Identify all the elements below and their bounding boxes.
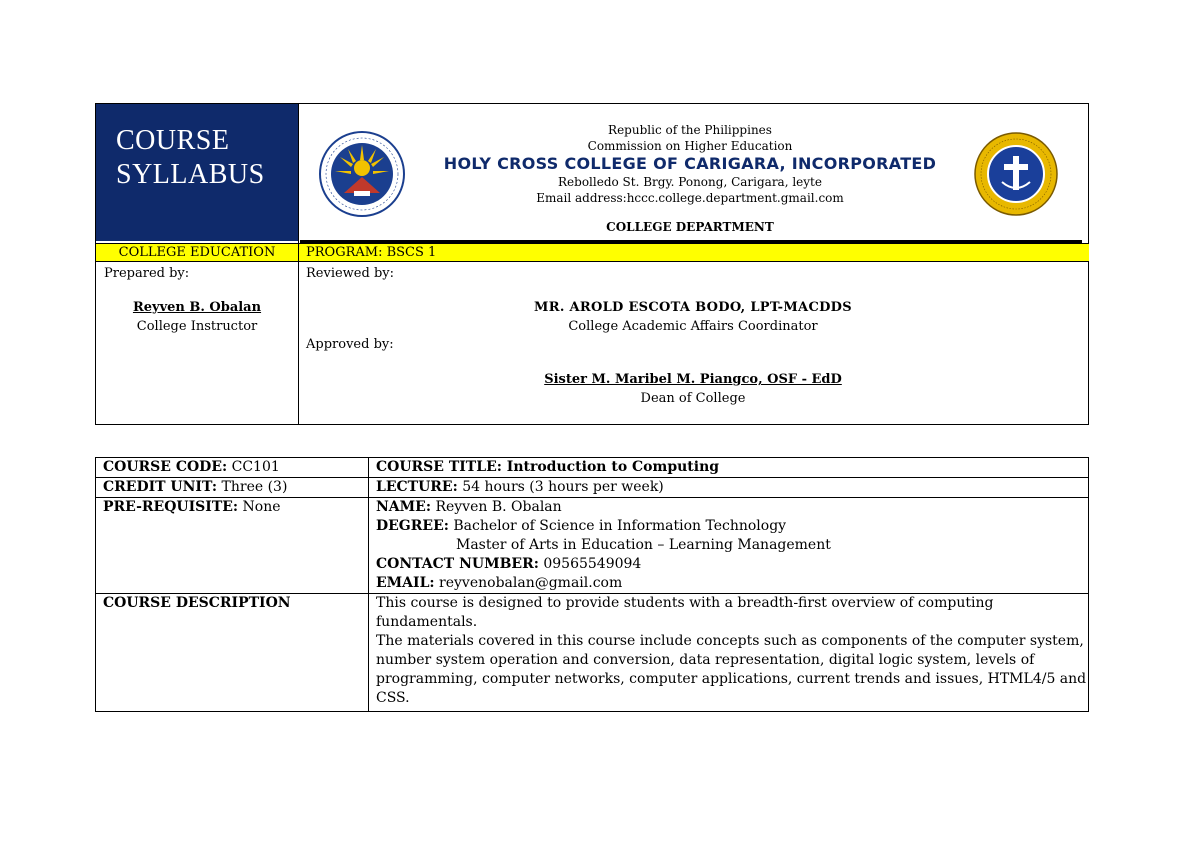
- name-value: Reyven B. Obalan: [431, 499, 562, 515]
- description-line: This course is designed to provide students with a breadth-first overview of computing fundamentals.: [376, 595, 994, 630]
- description-line: CSS.: [376, 690, 410, 706]
- school-name: HOLY CROSS COLLEGE OF CARIGARA, INCORPORATED: [443, 154, 937, 173]
- contact-value: 09565549094: [538, 556, 642, 572]
- contact-label: CONTACT NUMBER:: [376, 556, 539, 572]
- school-email: Email address:hccc.college.department.gmail.com: [536, 191, 844, 205]
- program-band: [96, 243, 1089, 262]
- description-line: The materials covered in this course include concepts such as components of the computer system,: [376, 633, 1084, 649]
- prerequisite-value: None: [238, 499, 281, 515]
- name-label: NAME:: [376, 499, 431, 515]
- course-syllabus-banner: [96, 104, 298, 241]
- credit-unit-cell: [96, 478, 369, 498]
- lecture-value: 54 hours (3 hours per week): [457, 479, 664, 495]
- commission-text: Commission on Higher Education: [587, 139, 793, 153]
- degree-value-2: Master of Arts in Education – Learning Management: [456, 537, 831, 553]
- approved-by-name: Sister M. Maribel M. Piangco, OSF - EdD: [544, 372, 842, 387]
- republic-text: Republic of the Philippines: [608, 123, 772, 137]
- degree-label: DEGREE:: [376, 518, 449, 534]
- course-description-cell: [369, 594, 1089, 712]
- course-code-label: COURSE CODE:: [103, 459, 228, 475]
- credit-unit-label: CREDIT UNIT:: [103, 479, 218, 495]
- email-value: reyvenobalan@gmail.com: [434, 575, 623, 591]
- course-code-cell: [96, 458, 369, 478]
- syllabus-header: [95, 103, 1089, 425]
- course-info-table: [95, 457, 1089, 712]
- table-row: [96, 594, 1089, 712]
- reviewed-by-label: Reviewed by:: [306, 266, 394, 281]
- reviewed-by-name: MR. AROLD ESCOTA BODO, LPT-MACDDS: [534, 300, 852, 315]
- band-divider: [298, 244, 299, 261]
- prerequisite-cell: [96, 498, 369, 594]
- table-row: [96, 498, 1089, 594]
- lecture-label: LECTURE:: [376, 479, 458, 495]
- institution-heading: [300, 122, 1080, 234]
- email-label: EMAIL:: [376, 575, 435, 591]
- instructor-cell: [369, 498, 1089, 594]
- course-title-cell: COURSE TITLE: Introduction to Computing: [369, 458, 1089, 478]
- approved-by-label: Approved by:: [306, 337, 394, 352]
- school-address: Rebolledo St. Brgy. Ponong, Carigara, leyte: [558, 175, 822, 189]
- prepared-by-label: Prepared by:: [104, 266, 190, 281]
- prerequisite-label: PRE-REQUISITE:: [103, 499, 239, 515]
- lecture-cell: [369, 478, 1089, 498]
- description-line: programming, computer networks, computer applications, current trends and issues, HTML4/5 and: [376, 671, 1087, 687]
- description-line: number system operation and conversion, data representation, digital logic system, levels of: [376, 652, 1035, 668]
- course-description-label: COURSE DESCRIPTION: [96, 594, 369, 712]
- header-divider: [298, 104, 299, 425]
- course-syllabus-line1: COURSE: [116, 125, 230, 156]
- reviewed-by-title: College Academic Affairs Coordinator: [568, 319, 818, 334]
- course-syllabus-line2: SYLLABUS: [116, 159, 265, 190]
- credit-unit-value: Three (3): [217, 479, 288, 495]
- department-title: COLLEGE DEPARTMENT: [606, 220, 774, 234]
- approved-by-title: Dean of College: [640, 391, 746, 406]
- college-education-label: COLLEGE EDUCATION: [118, 245, 276, 260]
- table-row: [96, 458, 1089, 478]
- degree-value-1: Bachelor of Science in Information Technology: [448, 518, 787, 534]
- course-code-value: CC101: [227, 459, 280, 475]
- table-row: [96, 478, 1089, 498]
- prepared-by-title: College Instructor: [136, 319, 258, 334]
- prepared-by-name: Reyven B. Obalan: [132, 300, 262, 315]
- program-label: PROGRAM: BSCS 1: [306, 245, 437, 260]
